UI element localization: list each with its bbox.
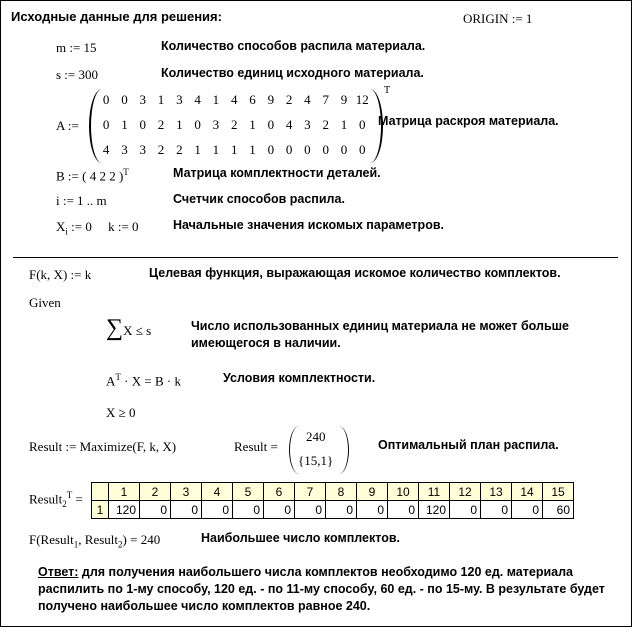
table-cell: 0	[202, 501, 233, 519]
sum-expr: X ≤ s	[123, 323, 152, 338]
comp-desc: Условия комплектности.	[223, 371, 376, 385]
corner-cell	[92, 483, 109, 501]
matrix-cell: 0	[322, 142, 329, 157]
table-cell: 0	[357, 501, 388, 519]
table-cell: 0	[450, 501, 481, 519]
sum-desc-1: Число использованных единиц материала не может больше	[191, 319, 570, 333]
column-header: 10	[388, 483, 419, 501]
column-header: 15	[543, 483, 574, 501]
matrix-row	[97, 142, 371, 158]
matrix-cell: 3	[176, 92, 183, 107]
table-cell: 0	[295, 501, 326, 519]
matrix-cell: 2	[176, 142, 183, 157]
final-desc: Наибольшее число комплектов.	[201, 531, 400, 545]
init-desc: Начальные значения искомых параметров.	[173, 218, 444, 232]
sum-desc-2: имеющегося в наличии.	[191, 336, 341, 350]
matrix-cell: 0	[102, 117, 110, 132]
section-title: Исходные данные для решения:	[11, 9, 222, 24]
transpose-mark: T	[384, 85, 391, 96]
matrix-cell: 2	[230, 117, 238, 132]
table-cell: 0	[512, 501, 543, 519]
result-val-1: {15,1}	[298, 453, 334, 468]
matrix-cell: 0	[359, 142, 366, 157]
matrix-cell: 0	[304, 142, 311, 157]
matrix-cell: 0	[340, 142, 348, 157]
m-def: m := 15	[56, 40, 97, 55]
matrix-cell: 12	[355, 92, 369, 107]
b-def: B := ( 4 2 2 )$^T$	[56, 167, 129, 184]
row-header: 1	[92, 501, 109, 519]
matrix-cell: 0	[285, 142, 293, 157]
matrix-cell: 0	[139, 117, 146, 132]
matrix-cell: 0	[102, 92, 110, 107]
s-def: s := 300	[56, 67, 99, 82]
table-header-row	[92, 483, 574, 501]
final-expr: F(Result$_1$, Result$_2$) = 240	[29, 532, 161, 550]
matrix-cell: 2	[157, 142, 165, 157]
column-header: 3	[171, 483, 202, 501]
matrix-cell: 4	[102, 142, 110, 157]
matrix-cell: 2	[322, 117, 329, 132]
table-cell: 0	[233, 501, 264, 519]
matrix-cell: 0	[267, 117, 275, 132]
answer-text: для получения наибольшего числа комплектов необходимо 120 ед. материала распилить по 1-му способу, 120 ед. - по 11-му способу, 60 ед. - по 15-му. В результате будет получено наибольшее число комплектов равное 240.	[38, 565, 605, 613]
matrix-cell: 0	[194, 117, 201, 132]
matrix-cell: 0	[121, 92, 128, 107]
column-header: 8	[326, 483, 357, 501]
table-cell: 0	[171, 501, 202, 519]
matrix-cell: 2	[157, 117, 165, 132]
table-label-text: Result	[29, 491, 63, 507]
table-cell: 0	[326, 501, 357, 519]
column-header: 1	[109, 483, 140, 501]
matrix-cell: 2	[285, 92, 293, 107]
table-cell: 0	[388, 501, 419, 519]
matrix-cell: 4	[230, 92, 238, 107]
origin-def: ORIGIN := 1	[463, 11, 533, 26]
x-var: X	[56, 219, 66, 234]
i-desc: Счетчик способов распила.	[173, 192, 345, 206]
matrix-cell: 1	[340, 117, 348, 132]
b-desc: Матрица комплектности деталей.	[173, 166, 381, 180]
column-header: 14	[512, 483, 543, 501]
final-b: , Result	[78, 532, 119, 547]
matrix-cell: 4	[194, 92, 201, 107]
matrix-cell: 1	[249, 117, 256, 132]
matrix-row	[97, 92, 371, 108]
matrix-cell: 3	[139, 142, 146, 157]
comp-expr: · X = B · k	[124, 373, 181, 389]
table-row	[92, 501, 574, 519]
matrix-row	[97, 117, 371, 133]
matrix-cell: 9	[267, 92, 275, 107]
table-cell: 120	[419, 501, 450, 519]
matrix-cell: 1	[249, 142, 256, 157]
f-desc: Целевая функция, выражающая искомое количество комплектов.	[149, 266, 561, 280]
final-c: ) = 240	[122, 532, 161, 547]
matrix-cell: 3	[212, 117, 220, 132]
m-desc: Количество способов распила материала.	[161, 39, 426, 53]
column-header: 11	[419, 483, 450, 501]
nonneg-constraint: X ≥ 0	[106, 405, 136, 420]
matrix-cell: 4	[304, 92, 311, 107]
maximize-def: Result := Maximize(F, k, X)	[29, 439, 177, 454]
matrix-cell: 1	[176, 117, 183, 132]
b-expr: B := ( 4 2 2 )	[56, 168, 124, 184]
sum-constraint	[106, 315, 151, 342]
column-header: 9	[357, 483, 388, 501]
matrix-cell: 6	[249, 92, 256, 107]
column-header: 4	[202, 483, 233, 501]
result-table[interactable]	[91, 482, 574, 519]
a-desc: Матрица раскроя материала.	[378, 114, 559, 128]
final-a: F(Result	[29, 532, 74, 547]
matrix-cell: 1	[230, 142, 238, 157]
matrix-cell: 0	[267, 142, 275, 157]
f-def: F(k, X) := k	[29, 267, 92, 282]
answer-label: Ответ:	[38, 565, 79, 579]
table-cell: 0	[481, 501, 512, 519]
sum-sign: ∑	[106, 315, 124, 341]
column-header: 13	[481, 483, 512, 501]
divider	[13, 257, 618, 258]
table-label: Result$_2^T$ =	[29, 490, 83, 509]
table-cell: 0	[264, 501, 295, 519]
matrix-cell: 1	[157, 92, 165, 107]
column-header: 5	[233, 483, 264, 501]
matrix-cell: 7	[322, 92, 329, 107]
matrix-cell: 3	[139, 92, 146, 107]
given: Given	[29, 295, 61, 310]
init-def: $X_i$ := 0 k := 0	[56, 219, 139, 237]
matrix-cell: 4	[285, 117, 293, 132]
answer	[38, 564, 618, 615]
matrix-cell: 9	[340, 92, 348, 107]
result-eq: Result =	[234, 439, 278, 454]
matrix-cell: 1	[212, 142, 220, 157]
table-cell: 60	[543, 501, 574, 519]
s-desc: Количество единиц исходного материала.	[161, 66, 424, 80]
matrix-cell: 0	[359, 117, 366, 132]
a-label: A :=	[56, 118, 79, 133]
column-header: 12	[450, 483, 481, 501]
column-header: 7	[295, 483, 326, 501]
matrix-cell: 3	[121, 142, 128, 157]
column-header: 6	[264, 483, 295, 501]
init-rest: := 0 k := 0	[67, 219, 139, 234]
table-cell: 120	[109, 501, 140, 519]
column-header: 2	[140, 483, 171, 501]
matrix-cell: 1	[212, 92, 220, 107]
matrix-cell: 3	[304, 117, 311, 132]
matrix-cell: 1	[194, 142, 201, 157]
result-desc: Оптимальный план распила.	[378, 438, 559, 452]
i-def: i := 1 .. m	[56, 193, 107, 208]
table-cell: 0	[140, 501, 171, 519]
matrix-cell: 1	[121, 117, 128, 132]
result-val-0: 240	[306, 429, 326, 444]
completeness-constraint: $A^T \cdot X = B \cdot k$	[106, 372, 181, 389]
